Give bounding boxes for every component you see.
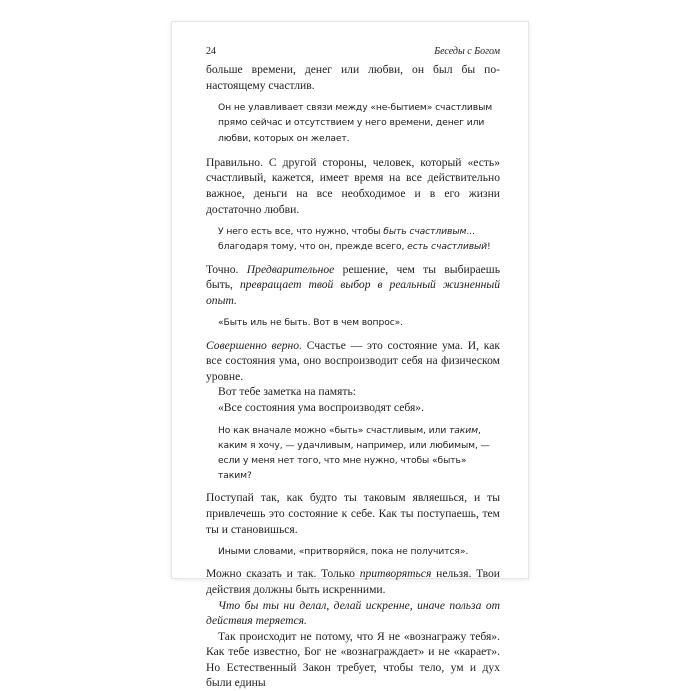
page-header xyxy=(206,46,500,57)
dialogue-5: Иными словами, «притворяйся, пока не получится». xyxy=(218,546,469,558)
dialogue-2: У него есть все, что нужно, чтобы быть счастливым... благодаря тому, что он, прежде всего, есть счастливый! xyxy=(218,226,491,253)
page-number: 24 xyxy=(206,46,216,57)
book-page xyxy=(172,22,528,690)
paragraph-3: Точно. Предварительное решение, чем ты выбираешь быть, превращает твой выбор в реальный жизненный опыт. xyxy=(206,262,500,307)
memo-quote: «Все состояния ума воспроизводят себя». xyxy=(218,400,424,414)
dialogue-4: Но как вначале можно «быть» счастливым, или таким, каким я хочу, — удачливым, например, или любимым, — если у меня нет того, что мне нужно, чтобы «быть» таким? xyxy=(218,424,490,482)
paragraph-8: Так происходит не потому, что Я не «вознагражу тебя». Как тебе известно, Бог не «вознаграждает» и не «карает». Но Естественный Закон требует, чтобы тело, ум и дух были едины xyxy=(206,629,500,690)
paragraph-2: Правильно. С другой стороны, человек, который «есть» счастливый, кажется, имеет время на все действительно важное, деньги на все необходимое и в его жизни достаточно любви. xyxy=(206,155,500,216)
paragraph-4: Совершенно верно. Счастье — это состояние ума. И, как все состояния ума, оно воспроизводит себя на физическом уровне. xyxy=(206,338,500,383)
dialogue-1: Он не улавливает связи между «не-бытием» счастливым прямо сейчас и отсутствием у него времени, денег или любви, которых он желает. xyxy=(218,102,493,144)
paragraph-5: Поступай так, как будто ты таковым являешься, и ты привлечешь это состояние к себе. Как ты поступаешь, тем ты и становишься. xyxy=(206,491,500,536)
dialogue-3: «Быть иль не быть. Вот в чем вопрос». xyxy=(218,317,404,329)
book-title: Беседы с Богом xyxy=(434,46,500,57)
paragraph-6: Можно сказать и так. Только притворяться нельзя. Твои действия должны быть искренними. xyxy=(206,567,500,596)
paragraph-1: больше времени, денег или любви, он был бы по-настоящему счастлив. xyxy=(206,63,500,92)
memo-intro: Вот тебе заметка на память: xyxy=(218,385,356,399)
paragraph-7: Что бы ты ни делал, делай искренне, иначе польза от действия теряется. xyxy=(206,598,500,628)
